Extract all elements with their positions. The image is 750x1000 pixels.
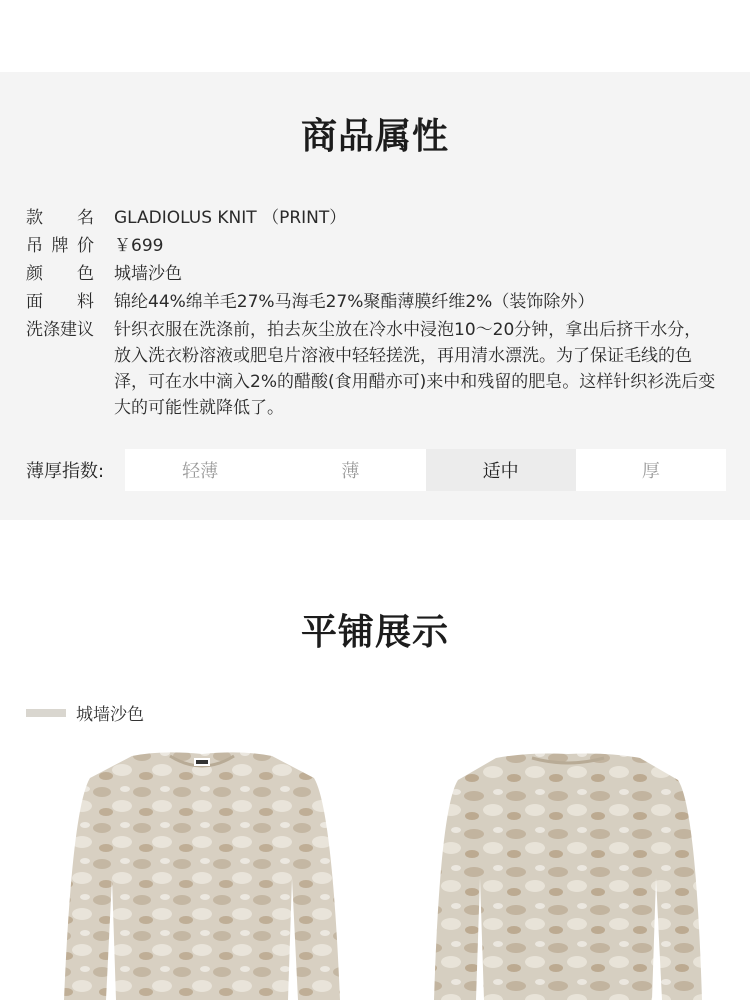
attr-label: 面 料 — [26, 292, 94, 312]
thickness-index — [26, 449, 726, 491]
attr-row-style-name — [26, 204, 716, 232]
attr-row-material — [26, 288, 716, 316]
attribute-list — [26, 204, 716, 421]
attr-row-color — [26, 260, 716, 288]
attr-label: 颜 色 — [26, 264, 94, 284]
thickness-option-light: 轻薄 — [125, 449, 275, 491]
attr-label: 洗涤建议 — [26, 320, 94, 340]
flat-display-title: 平铺展示 — [300, 612, 449, 653]
sweater-front-image — [52, 748, 352, 1000]
product-attributes-section — [0, 72, 750, 520]
attr-value: 城墙沙色 — [114, 264, 182, 284]
thickness-label: 薄厚指数: — [26, 461, 105, 482]
attr-row-tag-price — [26, 232, 716, 260]
attributes-title: 商品属性 — [300, 116, 449, 157]
color-chip — [26, 700, 144, 725]
thickness-option-medium: 适中 — [426, 449, 576, 491]
attr-label: 吊 牌 价 — [26, 236, 94, 256]
thickness-option-thick: 厚 — [576, 449, 726, 491]
attr-row-wash-advice — [26, 316, 716, 421]
attr-value: 针织衣服在洗涤前，拍去灰尘放在冷水中浸泡10～20分钟，拿出后挤干水分，放入洗衣粉溶液或肥皂片溶液中轻轻搓洗，再用清水漂洗。为了保证毛线的色泽，可在水中滴入2%的醋酸(食用醋亦可)来中和残留的肥皂。这样针织衫洗后变大的可能性就降低了。 — [114, 320, 716, 418]
sweater-back-image — [420, 748, 716, 1000]
attr-value: ￥699 — [114, 236, 164, 256]
attr-value: 锦纶44%绵羊毛27%马海毛27%聚酯薄膜纤维2%（装饰除外） — [114, 292, 595, 312]
thickness-option-thin: 薄 — [275, 449, 425, 491]
attr-label: 款 名 — [26, 208, 94, 228]
thickness-scale — [125, 449, 726, 491]
attr-value: GLADIOLUS KNIT （PRINT） — [114, 208, 347, 228]
color-swatch — [26, 709, 66, 717]
color-name: 城墙沙色 — [76, 705, 144, 725]
